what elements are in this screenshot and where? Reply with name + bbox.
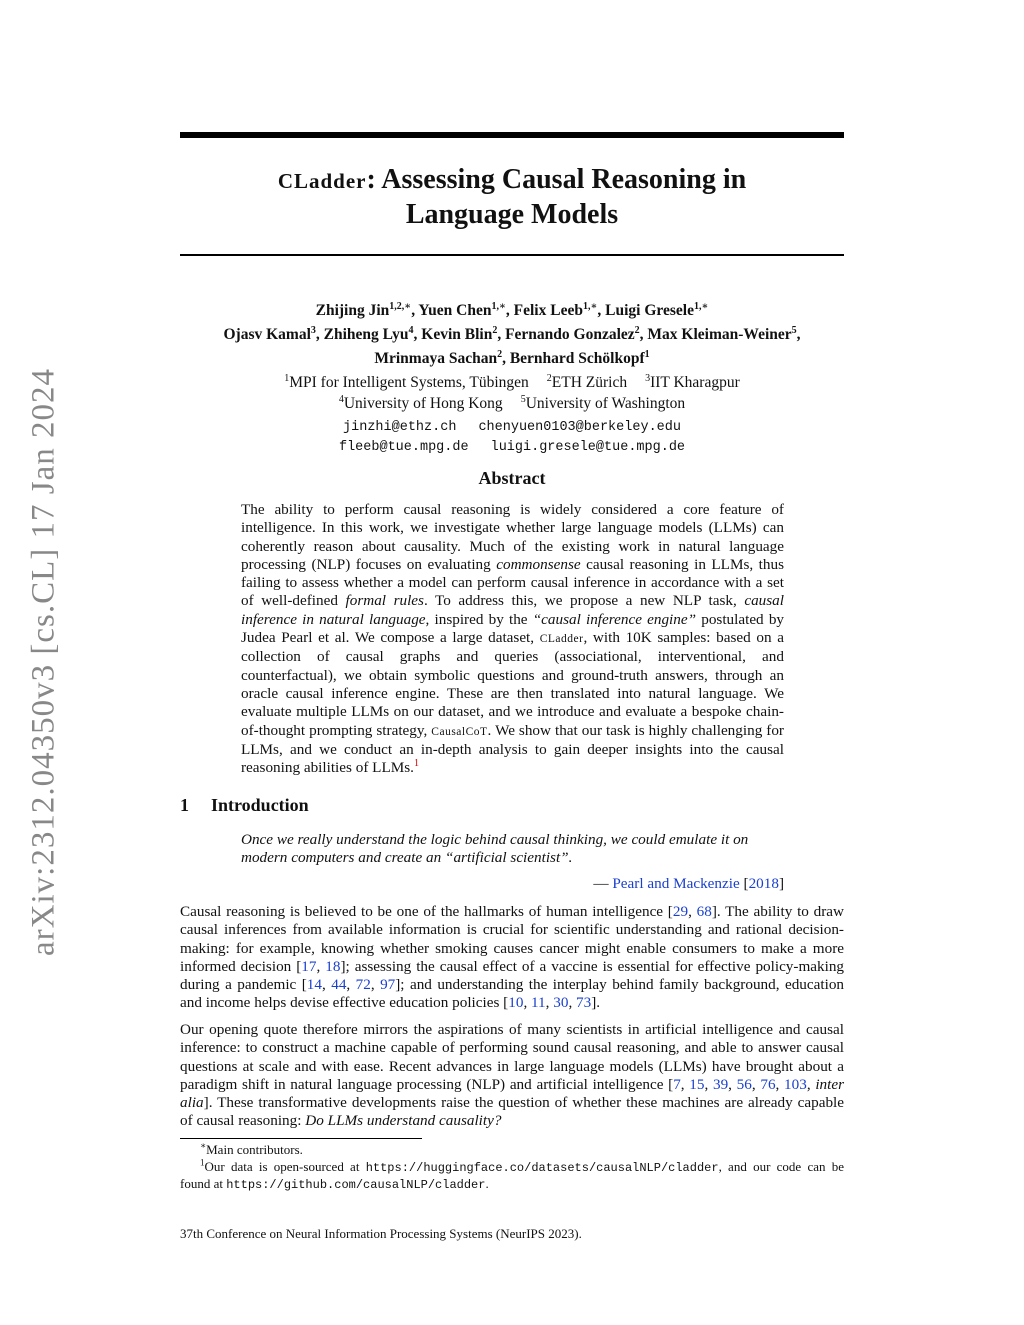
intro-paragraph-2: Our opening quote therefore mirrors the aspirations of many scientists in artificial intelligence and causal inference: to construct a machine capable of performing sound causal reasoning, and able to answer causal questions at scale and with ease. Recent advances in large language models (LLMs) have brought about a paradigm shift in natural language processing (NLP) and artificial intelligence [7, 15, 39, 56, 76, 103, inter alia]. These transformative developments raise the question of whether these machines are already capable of causal reasoning: Do LLMs understand causality?: [180, 1021, 845, 1130]
author-line-3: Mrinmaya Sachan$^2$, Bernhard Schölkopf$^1$: [374, 348, 650, 367]
footnote-ref[interactable]: 1: [413, 758, 419, 770]
title-small-caps: CLadder: [277, 169, 367, 193]
conference-footer: 37th Conference on Neural Information Processing Systems (NeurIPS 2023).: [180, 1226, 582, 1241]
citation-link[interactable]: 15: [689, 1075, 705, 1093]
paper-title: CLadder: Assessing Causal Reasoning in Language Models: [277, 164, 747, 230]
citation-link[interactable]: 18: [325, 957, 341, 975]
citation-link[interactable]: 17: [301, 957, 317, 975]
dataset-name: CLadder: [539, 633, 584, 646]
author-name: Ojasv Kamal: [223, 326, 311, 343]
section-title: Introduction: [211, 795, 309, 815]
footnote-rule: [180, 1138, 422, 1139]
footnote-1: ∗Main contributors.: [200, 1140, 303, 1157]
email-address[interactable]: chenyuen0103@berkeley.edu: [478, 420, 681, 435]
abstract-heading: Abstract: [478, 468, 546, 488]
citation-link[interactable]: 56: [736, 1075, 752, 1093]
affiliation: IIT Kharagpur: [650, 374, 740, 391]
abstract-body: The ability to perform causal reasoning is widely considered a core feature of intelligence. In this work, we investigate whether large language models (LLMs) can coherently reason about causality. Much of the existing work in natural language processing (NLP) focuses on evaluating commonsense causal reasoning in LLMs, thus failing to assess whether a model can perform causal inference in accordance with a set of well-defined formal rules. To address this, we propose a new NLP task, causal inference in natural language, inspired by the “causal inference engine” postulated by Judea Pearl et al. We compose a large dataset, CLadder, with 10K samples: based on a collection of causal graphs and queries (associational, interventional, and counterfactual), we obtain symbolic questions and ground-truth answers, through an oracle causal inference engine. These are then translated into natural language. We evaluate multiple LLMs on our dataset, and we introduce and evaluate a bespoke chain-of-thought prompting strategy, CausalCoT. We show that our task is highly challenging for LLMs, and we conduct an in-depth analysis to gain deeper insights into the causal reasoning abilities of LLMs.$^1$: [241, 501, 785, 777]
title-top-rule: [180, 132, 844, 138]
affiliation-line-1: $^1$MPI for Intelligent Systems, Tübingen $^2$ETH Zürich $^3$IIT Kharagpur: [284, 372, 740, 391]
title-bottom-rule: [180, 254, 844, 256]
affiliations: [180, 372, 844, 414]
citation-link[interactable]: 2018: [748, 875, 779, 892]
author-name: Zhiheng Lyu: [323, 326, 409, 343]
section-heading-introduction: [180, 795, 309, 816]
affiliation: MPI for Intelligent Systems, Tübingen: [289, 374, 529, 391]
author-name: Luigi Gresele: [605, 302, 694, 319]
citation-link[interactable]: 10: [508, 994, 524, 1012]
arxiv-identifier: arXiv:2312.04350v3 [cs.CL] 17 Jan 2024: [25, 368, 62, 956]
citation-link[interactable]: 44: [331, 976, 347, 994]
dataset-url[interactable]: https://huggingface.co/datasets/causalNLP/cladder: [365, 1160, 719, 1175]
author-name: Zhijing Jin: [315, 302, 390, 319]
code-url[interactable]: https://github.com/causalNLP/cladder: [226, 1178, 486, 1192]
citation-link[interactable]: 11: [531, 994, 546, 1012]
citation-link[interactable]: 30: [553, 994, 569, 1012]
citation-link[interactable]: 68: [696, 903, 712, 920]
email-address[interactable]: fleeb@tue.mpg.de: [338, 440, 469, 455]
email-row-2: [180, 438, 844, 458]
author-line-1: Zhijing Jin$^{1,2,∗}$, Yuen Chen$^{1,∗}$, Felix Leeb$^{1,∗}$, Luigi Gresele$^{1,∗}$: [315, 300, 709, 319]
footnote-2: $^1$Our data is open-sourced at https://huggingface.co/datasets/causalNLP/cladder, and our code can be found at https://github.com/causalNLP/cladder.: [180, 1157, 845, 1192]
email-address[interactable]: jinzhi@ethz.ch: [343, 420, 457, 435]
epigraph-quote: Once we really understand the logic behind causal thinking, we could emulate it on modern computers and create an “artificial scientist”.: [241, 831, 749, 867]
author-name: Kevin Blin: [421, 326, 493, 343]
footnotes: [180, 1142, 844, 1194]
author-name: Mrinmaya Sachan: [374, 350, 498, 367]
citation-link[interactable]: Pearl and Mackenzie: [612, 875, 740, 892]
citation-link[interactable]: 29: [672, 903, 689, 920]
citation-link[interactable]: 76: [760, 1075, 776, 1093]
citation-link[interactable]: 39: [712, 1075, 729, 1093]
citation-link[interactable]: 72: [355, 976, 371, 994]
affiliation: ETH Zürich: [551, 374, 628, 391]
email-row-1: [180, 418, 844, 438]
email-address[interactable]: luigi.gresele@tue.mpg.de: [490, 440, 686, 455]
author-name: Fernando Gonzalez: [505, 326, 635, 343]
author-list: [180, 299, 844, 371]
author-emails: [180, 418, 844, 458]
affiliation-line-2: $^4$University of Hong Kong $^5$University of Washington: [338, 393, 686, 412]
author-name: Max Kleiman-Weiner: [647, 326, 792, 343]
affiliation: University of Hong Kong: [343, 395, 503, 412]
citation-link[interactable]: 97: [380, 976, 396, 994]
section-number: 1: [180, 795, 189, 815]
citation-link[interactable]: 7: [673, 1075, 681, 1093]
author-line-2: Ojasv Kamal$^3$, Zhiheng Lyu$^4$, Kevin Blin$^2$, Fernando Gonzalez$^2$, Max Kleiman-Weiner$^5$,: [223, 324, 801, 343]
author-name: Bernhard Schölkopf: [509, 350, 645, 367]
author-name: Yuen Chen: [418, 302, 492, 319]
epigraph-attribution: — Pearl and Mackenzie [2018]: [593, 875, 784, 892]
affiliation: University of Washington: [525, 395, 686, 412]
citation-link[interactable]: 103: [784, 1075, 807, 1093]
citation-link[interactable]: 14: [306, 976, 322, 994]
author-name: Felix Leeb: [513, 302, 583, 319]
citation-link[interactable]: 73: [576, 994, 592, 1012]
method-name: CausalCoT: [431, 725, 488, 738]
intro-paragraph-1: Causal reasoning is believed to be one of the hallmarks of human intelligence [29, 68]. The ability to draw causal inferences from available information is crucial for scientific understanding and rational decision-making: for example, knowing whether smoking causes cancer might enable consumers to make a more informed decision [17, 18]; assessing the causal effect of a vaccine is essential for effective policy-making during a pandemic [14, 44, 72, 97]; and understanding the interplay behind family background, education and income helps devise effective education policies [10, 11, 30, 73].: [180, 903, 845, 1012]
